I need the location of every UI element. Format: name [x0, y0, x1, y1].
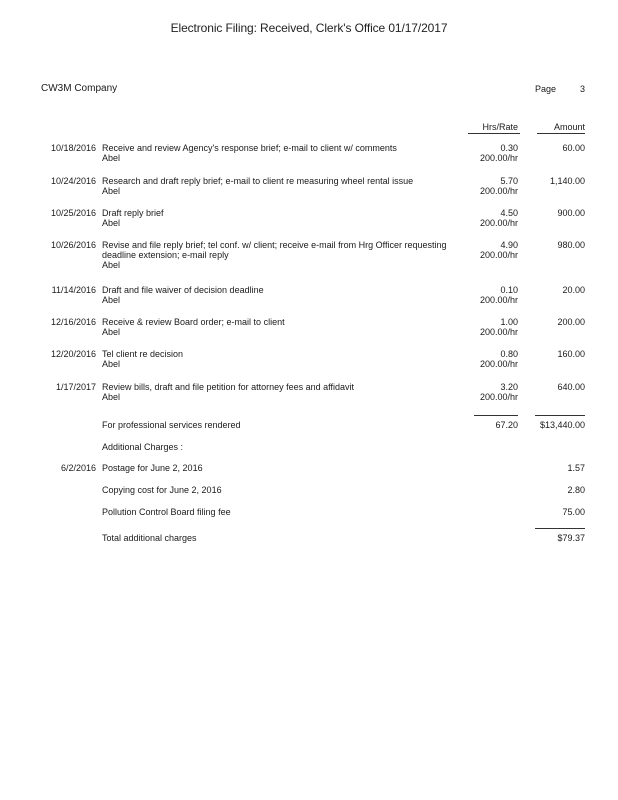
charge-date: 6/2/2016: [60, 463, 96, 473]
entry-hours-rate: [468, 285, 518, 305]
entry-hours-rate: [468, 349, 518, 369]
entry-hours: 0.10: [500, 285, 518, 295]
entry-desc-text: Draft reply brief: [102, 208, 164, 218]
entry-employee: Abel: [102, 218, 121, 228]
entry-description: [102, 208, 462, 228]
entry-date: 10/18/2016: [50, 143, 96, 153]
entry-amount: 640.00: [557, 382, 585, 392]
entry-amount: 1,140.00: [549, 176, 585, 186]
entry-hours-rate: [468, 208, 518, 228]
hours-total-rule: [474, 415, 518, 416]
entry-hours: 4.50: [500, 208, 518, 218]
entry-desc-text: Review bills, draft and file petition for attorney fees and affidavit: [102, 382, 354, 392]
services-total-amount: $13,440.00: [539, 420, 585, 430]
entry-hours-rate: [468, 317, 518, 337]
charge-amount: 1.57: [567, 463, 585, 473]
entry-description: [102, 240, 447, 270]
charge-description: Pollution Control Board filing fee: [102, 507, 231, 517]
entry-employee: Abel: [102, 392, 121, 402]
amount-total-rule: [535, 415, 585, 416]
entry-amount: 60.00: [562, 143, 585, 153]
additional-total-amount: $79.37: [557, 533, 585, 543]
entry-desc-text: Draft and file waiver of decision deadline: [102, 285, 264, 295]
charge-amount: 2.80: [567, 485, 585, 495]
entry-amount: 900.00: [557, 208, 585, 218]
entry-date: 10/26/2016: [50, 240, 96, 250]
entry-rate: 200.00/hr: [479, 250, 518, 260]
entry-rate: 200.00/hr: [479, 359, 518, 369]
entry-date: 10/24/2016: [50, 176, 96, 186]
entry-hours: 3.20: [500, 382, 518, 392]
entry-amount: 20.00: [562, 285, 585, 295]
entry-description: [102, 349, 462, 369]
entry-description: [102, 285, 462, 305]
entry-hours-rate: [468, 240, 518, 260]
entry-rate: 200.00/hr: [479, 295, 518, 305]
entry-desc-text: Receive and review Agency's response brief; e-mail to client w/ comments: [102, 143, 397, 153]
page-number: 3: [580, 84, 586, 94]
entry-description: [102, 317, 462, 337]
entry-date: 12/16/2016: [50, 317, 96, 327]
services-total-label: For professional services rendered: [102, 420, 241, 430]
company-name: CW3M Company: [41, 83, 118, 94]
charge-description: Postage for June 2, 2016: [102, 463, 203, 473]
additional-charges-heading: Additional Charges :: [102, 442, 184, 452]
entry-date: 10/25/2016: [50, 208, 96, 218]
entry-employee: Abel: [102, 153, 121, 163]
entry-rate: 200.00/hr: [479, 392, 518, 402]
page-label: Page: [535, 84, 557, 94]
entry-hours: 5.70: [500, 176, 518, 186]
entry-description: [102, 143, 462, 163]
entry-rate: 200.00/hr: [479, 186, 518, 196]
entry-rate: 200.00/hr: [479, 153, 518, 163]
entry-amount: 200.00: [557, 317, 585, 327]
entry-employee: Abel: [102, 186, 121, 196]
additional-total-label: Total additional charges: [102, 533, 197, 543]
entry-rate: 200.00/hr: [479, 218, 518, 228]
services-total-hours: 67.20: [495, 420, 518, 430]
entry-desc-text: Revise and file reply brief; tel conf. w/ client; receive e-mail from Hrg Officer requesting deadline extension; e-mail reply: [102, 240, 447, 260]
entry-employee: Abel: [102, 260, 121, 270]
entry-desc-text: Research and draft reply brief; e-mail to client re measuring wheel rental issue: [102, 176, 414, 186]
column-underline-hrs: [468, 133, 520, 134]
entry-employee: Abel: [102, 359, 121, 369]
filing-stamp-header: Electronic Filing: Received, Clerk's Office 01/17/2017: [170, 21, 448, 35]
entry-hours-rate: [468, 176, 518, 196]
entry-date: 12/20/2016: [50, 349, 96, 359]
entry-hours: 4.90: [500, 240, 518, 250]
entry-date: 1/17/2017: [55, 382, 96, 392]
entry-amount: 980.00: [557, 240, 585, 250]
entry-employee: Abel: [102, 295, 121, 305]
column-underline-amount: [537, 133, 585, 134]
entry-amount: 160.00: [557, 349, 585, 359]
additional-total-rule: [535, 528, 585, 529]
entry-hours-rate: [468, 382, 518, 402]
column-header-hrs-rate: Hrs/Rate: [482, 122, 518, 132]
column-header-amount: Amount: [553, 122, 585, 132]
entry-rate: 200.00/hr: [479, 327, 518, 337]
entry-desc-text: Tel client re decision: [102, 349, 184, 359]
entry-hours: 1.00: [500, 317, 518, 327]
entry-hours: 0.80: [500, 349, 518, 359]
entry-description: [102, 382, 462, 402]
entry-date: 11/14/2016: [51, 285, 96, 295]
charge-amount: 75.00: [562, 507, 585, 517]
entry-employee: Abel: [102, 327, 121, 337]
charge-description: Copying cost for June 2, 2016: [102, 485, 222, 495]
entry-hours-rate: [468, 143, 518, 163]
entry-description: [102, 176, 462, 196]
entry-hours: 0.30: [500, 143, 518, 153]
entry-desc-text: Receive & review Board order; e-mail to client: [102, 317, 285, 327]
